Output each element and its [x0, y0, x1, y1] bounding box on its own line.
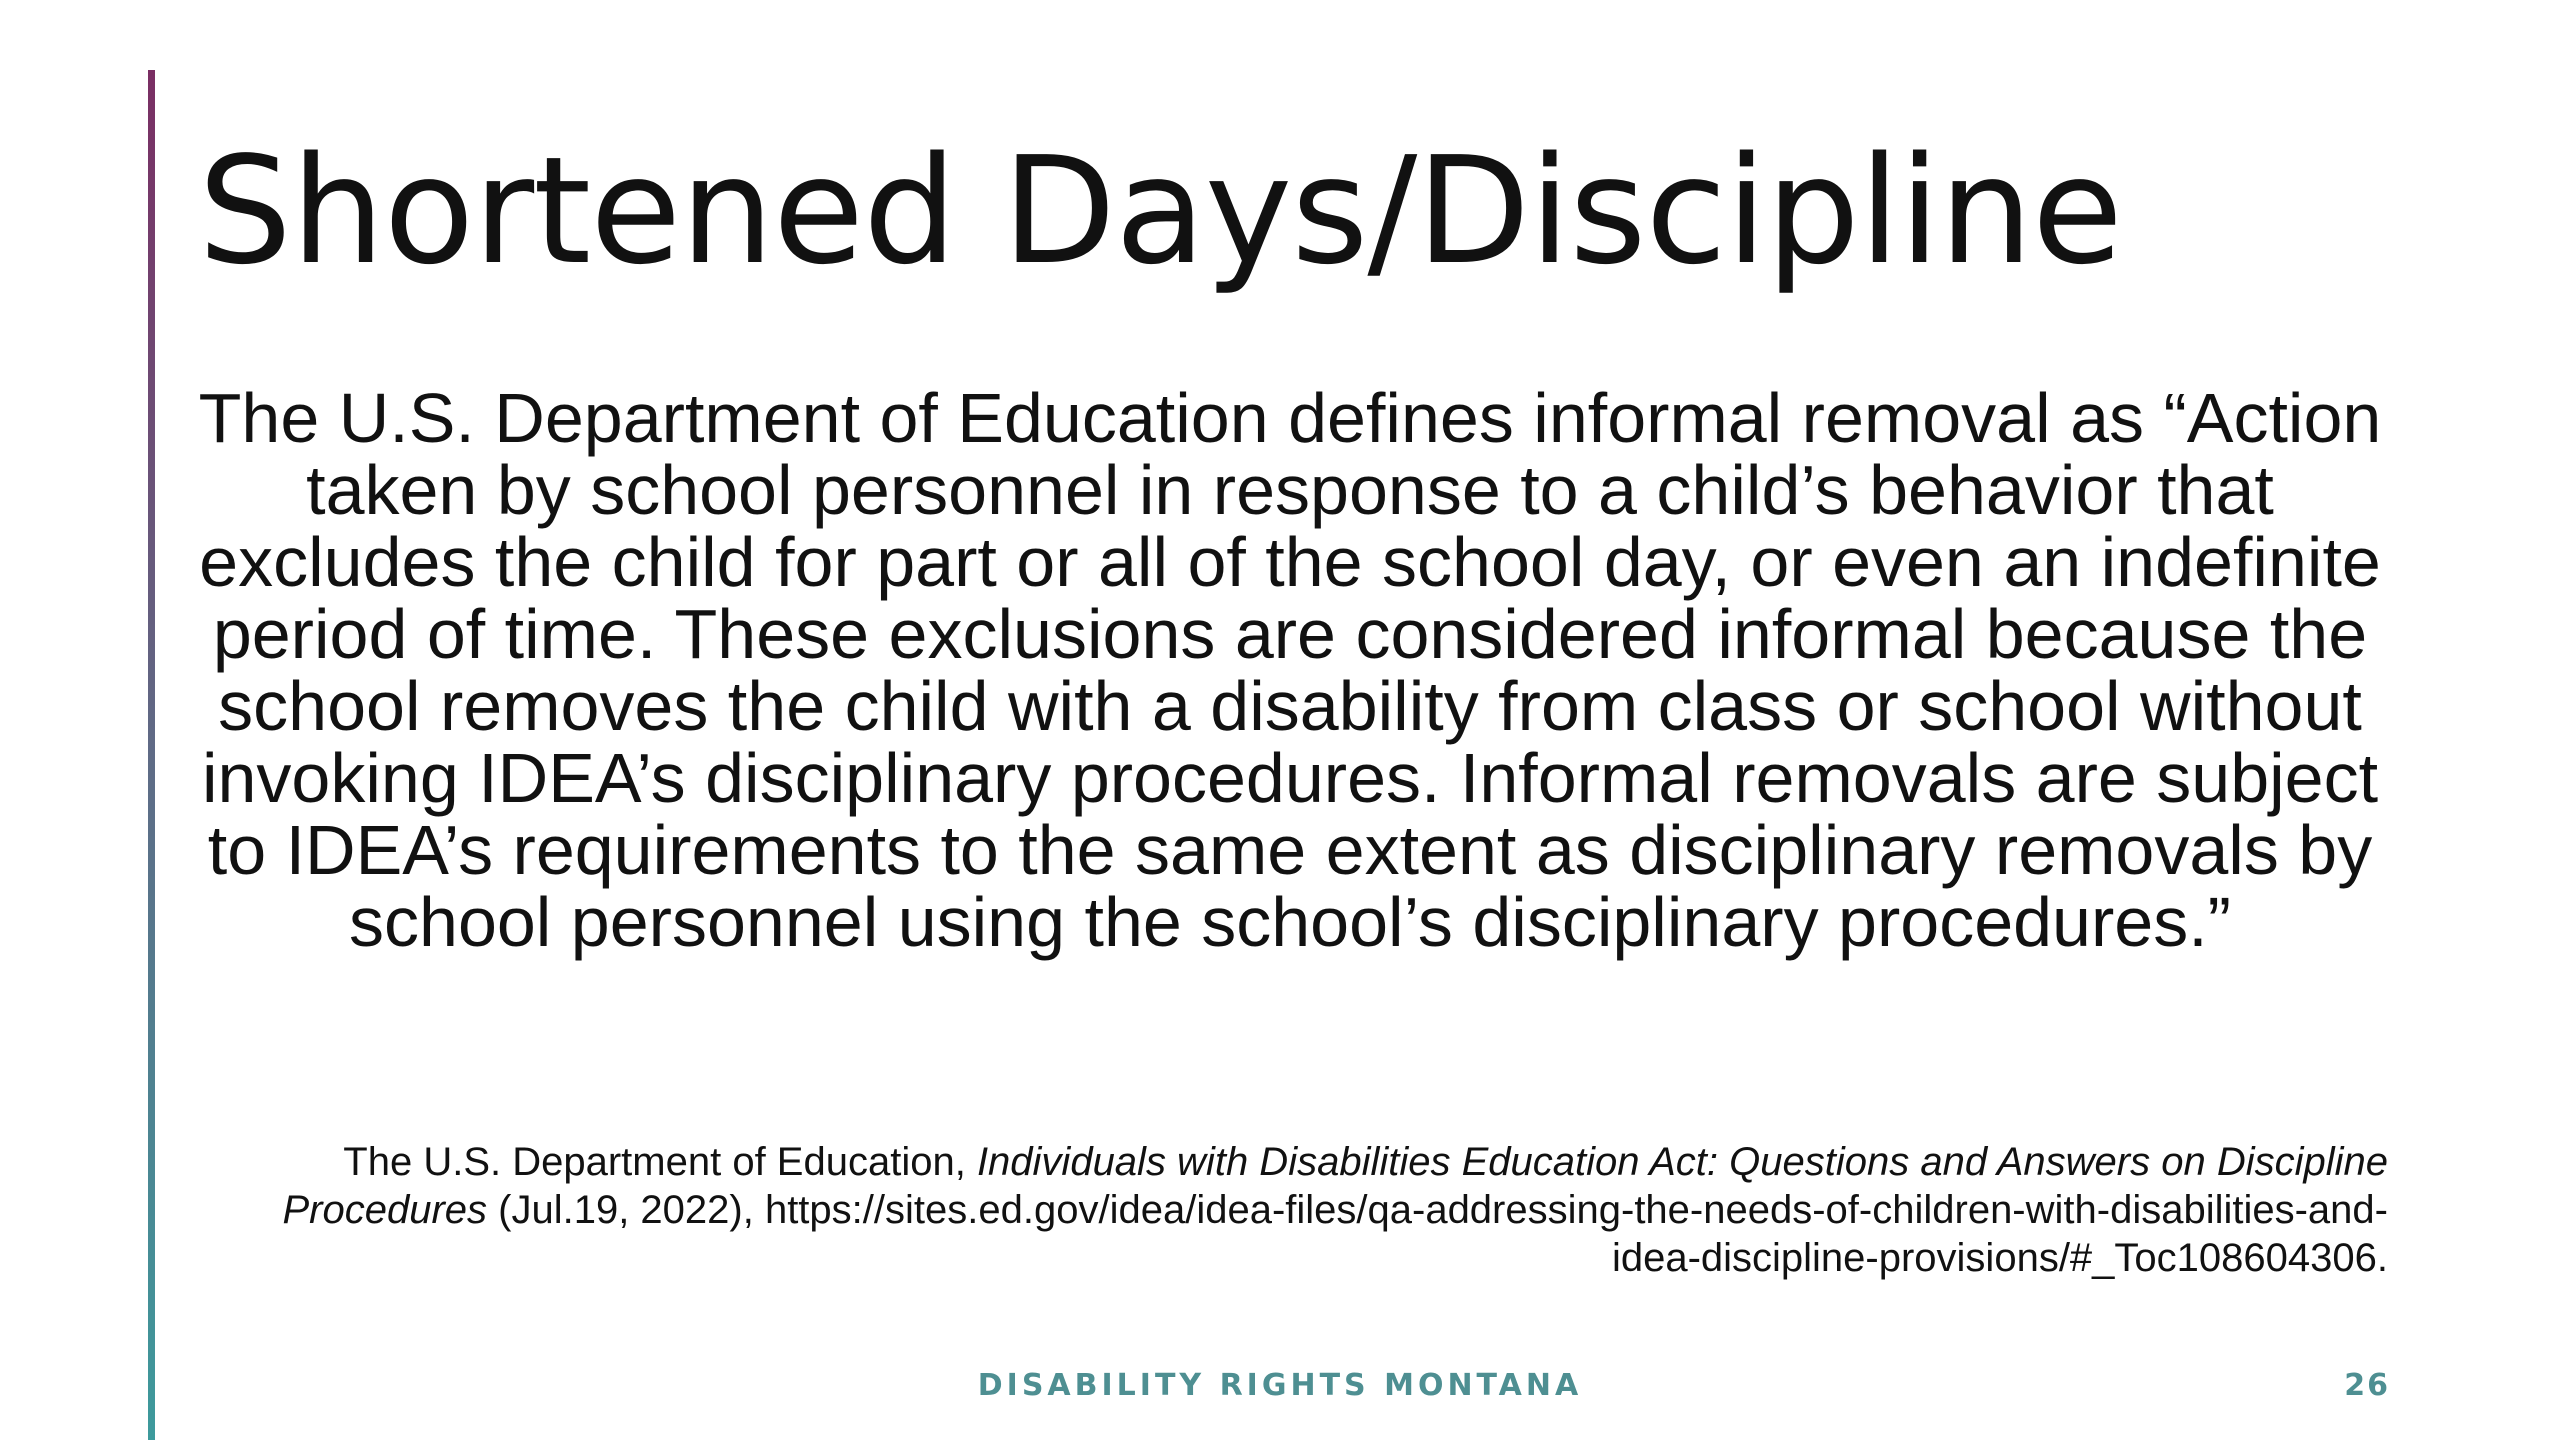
- accent-bar: [148, 70, 155, 1440]
- citation-author: The U.S. Department of Education,: [343, 1140, 977, 1184]
- body-quote: The U.S. Department of Education defines informal removal as “Action taken by school personnel in response to a child’s behavior that excludes the child for part or all of the school day, or even an indefinite period of time. These exclusions are considered informal because the school removes the child with a disability from class or school without invoking IDEA’s disciplinary procedures. Informal removals are subject to IDEA’s requirements to the same extent as disciplinary removals by school personnel using the school’s disciplinary procedures.”: [198, 379, 2382, 961]
- citation-details: (Jul.19, 2022), https://sites.ed.gov/idea/idea-files/qa-addressing-the-needs-of-children-with-disabilities-and-idea-discipline-provisions/#_Toc108604306.: [487, 1188, 2388, 1280]
- page-number: 26: [2344, 1368, 2390, 1403]
- slide-title: Shortened Days/Discipline: [198, 125, 2123, 297]
- citation: [200, 1138, 2388, 1282]
- footer-organization: DISABILITY RIGHTS MONTANA: [977, 1368, 1583, 1403]
- citation-work-title: Individuals with Disabilities Education Act: Questions and Answers on Discipline Procedures: [282, 1140, 2388, 1232]
